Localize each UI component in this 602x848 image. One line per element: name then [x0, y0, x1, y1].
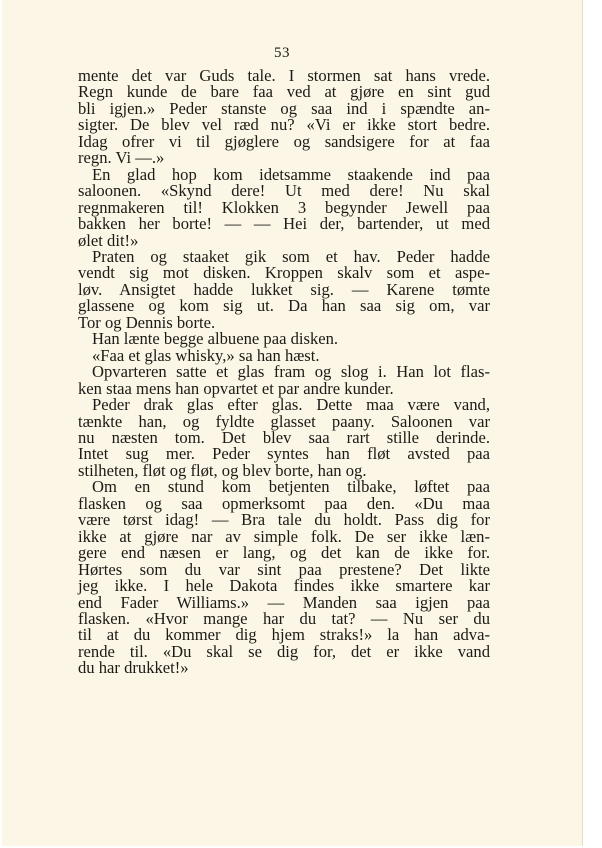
page-number: 53 — [274, 45, 290, 61]
text-line: Opvarteren satte et glas fram og slog i. Han lot flas- — [92, 362, 490, 382]
text-line: være tørst idag! — Bra tale du holdt. Pass dig for — [78, 510, 490, 530]
paragraph — [78, 364, 490, 397]
text-line: Regn kunde de bare faa ved at gjøre en sint gud — [78, 82, 490, 102]
text-line: løv. Ansigtet hadde lukket sig. — Karene tømte — [78, 279, 490, 299]
paragraph — [78, 164, 490, 250]
text-line: Idag ofrer vi til gjøglere og sandsigere for at faa — [78, 131, 490, 151]
text-line: Tor og Dennis borte. — [78, 312, 216, 332]
text-line: du har drukket!» — [78, 658, 189, 678]
paragraph — [78, 479, 490, 676]
text-line: Peder drak glas efter glas. Dette maa være vand, — [92, 395, 490, 415]
text-line: flasken. «Hvor mange har du tat? — Nu ser du — [78, 608, 490, 628]
text-line: regn. Vi —.» — [78, 148, 165, 168]
text-line: nu næsten tom. Det blev saa rart stille derinde. — [78, 427, 490, 447]
text-line: flasken og saa opmerksomt paa den. «Du maa — [78, 493, 490, 513]
text-line: rende til. «Du skal se dig for, det er ikke vand — [78, 641, 490, 661]
page-margin — [583, 0, 602, 848]
text-line: En glad hop kom idetsamme staakende ind paa — [92, 164, 490, 184]
text-line: ølet dit!» — [78, 230, 139, 250]
text-line: jeg ikke. I hele Dakota findes ikke smartere kar — [78, 576, 490, 596]
text-line: vendt sig mot disken. Kroppen skalv som et aspe- — [78, 263, 490, 283]
text-line: ken staa mens han opvartet et par andre kunder. — [78, 378, 394, 398]
text-line: ikke at gjøre nar av simple folk. De ser ikke læn- — [78, 526, 490, 546]
text-line: Om en stund kom betjenten tilbake, løftet paa — [92, 477, 490, 497]
text-line: bli igjen.» Peder stanste og saa ind i spændte an- — [78, 98, 490, 118]
text-line: bakken her borte! — — Hei der, bartender, ut med — [78, 214, 490, 234]
text-line: Praten og staaket gik som et hav. Peder hadde — [92, 246, 490, 266]
text-line: mente det var Guds tale. I stormen sat hans vrede. — [78, 66, 490, 85]
text-line: glassene og kom sig ut. Da han saa sig om, var — [78, 296, 490, 316]
text-line: regnmakeren til! Klokken 3 begynder Jewell paa — [78, 197, 490, 217]
paragraph — [78, 68, 490, 167]
text-line: gere end næsen er lang, og det kan de ikke for. — [78, 543, 490, 563]
text-line: end Fader Williams.» — Manden saa igjen paa — [78, 592, 490, 612]
body-text — [78, 68, 490, 677]
text-line: Han lænte begge albuene paa disken. — [92, 329, 339, 349]
text-line: tænkte han, og fyldte glasset paany. Saloonen var — [78, 411, 490, 431]
paragraph — [78, 246, 490, 332]
paragraph — [78, 397, 490, 479]
text-line: til at du kommer dig hjem straks!» la han adva- — [78, 625, 490, 645]
text-line: Hørtes som du var sint paa prestene? Det likte — [78, 559, 490, 579]
text-line: Intet sug mer. Peder syntes han fløt avsted paa — [78, 444, 490, 464]
text-line: saloonen. «Skynd dere! Ut med dere! Nu skal — [78, 181, 490, 201]
book-page — [2, 0, 583, 846]
text-line: sigter. De blev vel ræd nu? «Vi er ikke stort bedre. — [78, 115, 490, 135]
text-line: stilheten, fløt og fløt, og blev borte, han og. — [78, 460, 367, 480]
text-line: «Faa et glas whisky,» sa han hæst. — [92, 345, 320, 365]
